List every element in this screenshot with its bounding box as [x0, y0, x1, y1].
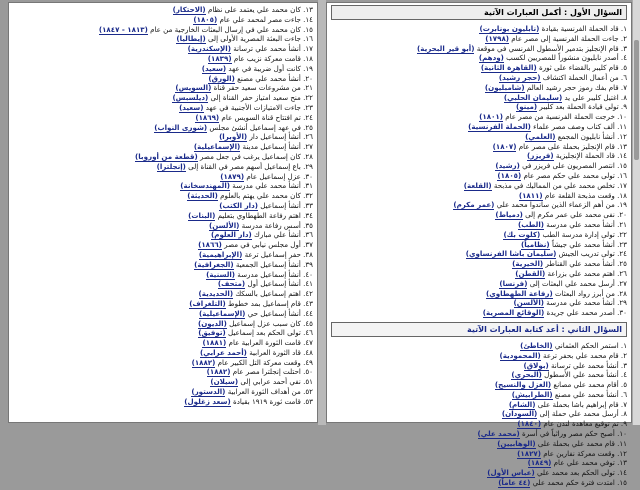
question-text: ٣٤. اهتم رفاعة الطهطاوي بتعليم — [215, 210, 313, 220]
question-text: ٤٦. تولى الحكم بعد إسماعيل — [225, 328, 313, 338]
question-line — [331, 409, 627, 419]
answer-text: (الإسماعيلية) — [199, 308, 246, 318]
question-line — [13, 309, 313, 319]
answer-text: (شورى النواب) — [154, 122, 208, 132]
question-line — [13, 221, 313, 231]
answer-text: (١٨٦٦) — [198, 240, 222, 250]
question-line — [13, 152, 313, 162]
question-text: ٢٨. كان إسماعيل يرغب في جعل مصر — [197, 151, 313, 161]
question-line — [331, 468, 627, 478]
question-text: ٧. قام إبراهيم باشا بحملة على — [535, 399, 627, 409]
question-text: ٣٦. أنشأ علي مبارك — [251, 230, 313, 240]
question-line — [331, 93, 627, 103]
answer-text: (الدستور) — [191, 387, 226, 397]
question-line — [331, 230, 627, 240]
question-text: ١٦. تولى محمد علي حكم مصر عام — [521, 170, 627, 180]
answer-text: (القاهرة الثانية) — [480, 63, 537, 73]
question-text: ٢٥. أنشأ محمد علي القناطر — [543, 259, 627, 269]
vertical-scrollbar[interactable] — [632, 0, 640, 425]
question-text: ١٥. انتصر المصريون على فريزر في — [519, 161, 627, 171]
question-text: ٢٢. منح سعيد امتياز حفر القناة إلى — [208, 93, 313, 103]
question-list-q2 — [327, 339, 631, 490]
question-line — [13, 123, 313, 133]
answer-text: (الوقائع المصرية) — [482, 308, 545, 318]
question-line — [331, 44, 627, 54]
question-line — [331, 122, 627, 132]
question-line — [331, 132, 627, 142]
question-text: ٤٧. قامت الثورة العرابية عام — [226, 338, 313, 348]
question-line — [13, 328, 313, 338]
question-line — [331, 210, 627, 220]
question-text: ١٢. وقعت معركة نفارين عام — [541, 448, 627, 458]
question-text: ٤٣. قام إسماعيل بمد خطوط — [225, 298, 313, 308]
question-text: ٣٧. أول مجلس نيابي في مصر — [221, 240, 313, 250]
question-text: ١٣. كان محمد علي يعتمد على نظام — [205, 5, 313, 14]
answer-text: (الحملة الفرنسية) — [468, 121, 531, 131]
question-line — [331, 289, 627, 299]
question-line — [13, 250, 313, 260]
question-line — [331, 63, 627, 73]
answer-text: (الألسن) — [208, 220, 240, 230]
question-line — [331, 112, 627, 122]
document-page-right[interactable] — [326, 2, 632, 488]
question-text: ١٤. جاءت مصر لمحمد علي عام — [217, 14, 313, 24]
question-line — [13, 132, 313, 142]
answer-text: (الإسكندرية) — [187, 44, 231, 54]
question-text: ٤. أصدر نابليون منشوراً للمصريين لكسب — [503, 53, 627, 63]
answer-text: (سيلان) — [210, 377, 239, 387]
answer-text: (الوهابيين) — [497, 438, 536, 448]
answer-text: (نابليون بونابرت) — [479, 24, 540, 33]
question-line — [13, 34, 313, 44]
question-line — [13, 299, 313, 309]
answer-text: (الألسن) — [513, 298, 545, 308]
question-text: ٢٧. أرسل محمد علي البعثات إلى — [527, 278, 627, 288]
answer-text: (نظامياً) — [521, 239, 550, 249]
question-text: ٢٣. أنشأ محمد علي جيشاً — [549, 239, 627, 249]
answer-text: (١٨٣٩) — [207, 53, 232, 63]
question-line — [331, 161, 627, 171]
question-line — [13, 5, 313, 15]
question-text: ٩. تولى قيادة الحملة بعد كليبر — [537, 102, 627, 112]
question-text: ٢. جاءت الحملة الفرنسية إلى مصر عام — [509, 33, 627, 43]
answer-text: (دمياط) — [495, 210, 523, 220]
question-line — [331, 142, 627, 152]
answer-text: (٤٤ عاماً) — [498, 478, 531, 488]
question-text: ٨. اغتيل كليبر على يد — [562, 92, 627, 102]
question-line — [13, 83, 313, 93]
question-line — [331, 171, 627, 181]
question-text: ٤٤. أنشأ إسماعيل حي — [245, 308, 313, 318]
question-line — [331, 449, 627, 459]
answer-text: (الحديدية) — [198, 289, 234, 299]
question-text: ٥٢. من أهداف الثورة العرابية — [225, 387, 313, 397]
question-line — [13, 230, 313, 240]
question-line — [13, 387, 313, 397]
answer-text: (١٨٠٧) — [492, 141, 517, 151]
question-line — [13, 319, 313, 329]
question-text: ١. قاد الحملة الفرنسية بقيادة — [539, 24, 627, 33]
question-line — [331, 200, 627, 210]
answer-text: (أبو قير البحرية) — [417, 43, 475, 53]
question-line — [331, 341, 627, 351]
question-text: ٢٥. في عهد إسماعيل أنشئ مجلس — [207, 122, 313, 132]
answer-text: (حجر رشيد) — [498, 72, 541, 82]
question-text: ٣. أنشأ محمد علي ترسانة — [548, 360, 627, 370]
answer-text: (١٨١١) — [518, 190, 543, 200]
answer-text: (١٨٨٢) — [206, 367, 231, 377]
question-text: ١٣. قام الإنجليز بحملة على مصر عام — [516, 141, 627, 151]
question-line — [331, 249, 627, 259]
answer-text: (الخيرية) — [512, 259, 544, 269]
question-line — [331, 419, 627, 429]
answer-text: (رفاعة الطهطاوي) — [486, 288, 553, 298]
page-gutter — [318, 0, 326, 425]
question-text: ٢٧. أنشأ إسماعيل مدينة — [240, 142, 313, 152]
question-text: ٢٣. جاءت الامتيازات الأجنبية في عهد — [203, 102, 313, 112]
answer-text: (الشام) — [508, 399, 536, 409]
question-line — [13, 338, 313, 348]
answer-text: (دار الكتب) — [219, 200, 258, 210]
question-line — [13, 54, 313, 64]
question-line — [331, 439, 627, 449]
answer-text: (رشيد) — [495, 161, 520, 171]
answer-text: (السودان) — [501, 409, 538, 419]
question-line — [13, 181, 313, 191]
question-line — [331, 279, 627, 289]
answer-text: (الجغرافية) — [194, 259, 234, 269]
question-text: ١٧. أنشأ محمد علي ترسانة — [230, 44, 313, 54]
answer-text: (التلغراف) — [189, 298, 226, 308]
question-line — [13, 201, 313, 211]
question-text: ٢٤. تم افتتاح قناة السويس عام — [219, 112, 313, 122]
answer-text: (توفيق) — [198, 328, 226, 338]
question-text: ٣٢. كان محمد علي يهتم بالعلوم — [217, 191, 313, 201]
question-line — [13, 64, 313, 74]
section-header-q1: السؤال الأول : أكمل العبارات الآتية — [331, 5, 627, 20]
answer-text: (القلعة) — [463, 180, 492, 190]
question-text: ٣٠. أصدر محمد علي جريدة — [544, 308, 627, 318]
question-line — [331, 34, 627, 44]
question-text: ١٣. توفي محمد علي عام — [551, 458, 627, 468]
document-page-left[interactable] — [8, 2, 318, 423]
answer-text: (ديلسبس) — [172, 93, 209, 103]
answer-text: (الأوبرا) — [219, 132, 248, 142]
question-line — [13, 142, 313, 152]
answer-text: (متحف) — [217, 279, 246, 289]
question-line — [13, 367, 313, 377]
question-text: ٨. أرسل محمد علي حملة إلى — [537, 409, 627, 419]
question-text: ١٤. قاد الحملة الإنجليزية — [553, 151, 627, 161]
answer-text: (العلمي) — [525, 131, 556, 141]
answer-text: (١٨٠٥) — [193, 14, 218, 24]
question-line — [331, 429, 627, 439]
question-text: ٢٩. أنشأ محمد علي مدرسة — [544, 298, 627, 308]
question-line — [331, 259, 627, 269]
question-line — [13, 348, 313, 358]
question-line — [331, 181, 627, 191]
question-line — [13, 44, 313, 54]
question-text: ٥. أقام محمد علي مصانع — [551, 380, 627, 390]
answer-text: (دار العلوم) — [211, 230, 252, 240]
question-line — [331, 151, 627, 161]
answer-text: (الغزل والنسيج) — [494, 380, 552, 390]
answer-text: (ودهم) — [478, 53, 504, 63]
question-text: ٦. أنشأ محمد علي مصنع — [552, 389, 627, 399]
question-text: ١٧. تخلص محمد علي من المماليك في مذبحة — [491, 180, 627, 190]
answer-text: (١٨٠١) — [479, 112, 503, 122]
question-text: ٥٣. قامت ثورة ١٩١٩ بقيادة — [230, 396, 313, 406]
question-text: ٣٩. أنشأ إسماعيل الجمعية — [233, 259, 313, 269]
question-text: ١٥. كان محمد علي في إرسال البعثات الخارجية من عام — [147, 24, 313, 34]
question-text: ٣٠. عزل إسماعيل عام — [244, 171, 313, 181]
answer-text: (أحمد عرابي) — [200, 347, 247, 357]
question-line — [331, 308, 627, 318]
question-line — [13, 162, 313, 172]
question-text: ٣. قام الإنجليز بتدمير الأسطول الفرنسي في موقعة — [474, 43, 627, 53]
question-line — [331, 458, 627, 468]
question-line — [331, 220, 627, 230]
answer-text: (١٨٨٢) — [191, 357, 216, 367]
question-text: ١١. قام محمد علي بحملة على — [535, 438, 627, 448]
question-text: ٣٨. حفر إسماعيل ترعة — [242, 249, 313, 259]
answer-text: (الاحتكار) — [172, 5, 206, 14]
answer-text: (المهندسخانة) — [180, 181, 231, 191]
answer-text: (البنات) — [188, 210, 216, 220]
question-text: ٢٠. نفى محمد علي عمر مكرم إلى — [522, 210, 627, 220]
question-text: ٣٣. أنشأ إسماعيل — [257, 200, 313, 210]
question-line — [331, 24, 627, 34]
question-line — [13, 358, 313, 368]
section-header-q2: السؤال الثاني : أعد كتابة العبارات الآتية — [331, 322, 627, 337]
question-line — [331, 102, 627, 112]
question-text: ٥٠. احتلت إنجلترا مصر عام — [230, 367, 313, 377]
question-text: ٥١. نفي أحمد عرابي إلى — [238, 377, 313, 387]
answer-text: (الطب) — [518, 219, 545, 229]
question-text: ٢٩. باع إسماعيل أسهم مصر في القناة إلى — [185, 161, 313, 171]
question-line — [13, 397, 313, 407]
question-text: ١٤. تولى الحكم بعد محمد علي — [534, 468, 627, 478]
question-text: ١٠. خرجت الحملة الفرنسية من مصر عام — [502, 112, 627, 122]
question-line — [331, 73, 627, 83]
question-text: ٢١. أنشأ محمد علي مدرسة — [544, 219, 627, 229]
question-line — [13, 260, 313, 270]
answer-text: (١٨١٣ - ١٨٤٧) — [98, 24, 148, 34]
answer-text: (١٨٦٩) — [195, 112, 220, 122]
answer-text: (شامبليون) — [484, 82, 525, 92]
question-line — [331, 370, 627, 380]
question-line — [13, 270, 313, 280]
question-line — [331, 380, 627, 390]
question-text: ١١. ألف كتاب وصف مصر علماء — [530, 121, 627, 131]
answer-text: (إيطاليا) — [176, 34, 206, 44]
answer-text: (١٨٤٠) — [517, 419, 542, 429]
question-line — [13, 103, 313, 113]
answer-text: (سعد زغلول) — [184, 396, 231, 406]
answer-text: (الخاطئ) — [520, 340, 553, 350]
question-text: ٢٢. تولى إدارة مدرسة الطب — [540, 229, 627, 239]
answer-text: (الإبراهيمية) — [198, 249, 243, 259]
question-line — [331, 351, 627, 361]
question-line — [13, 211, 313, 221]
question-text: ٣٥. أسس رفاعة مدرسة — [239, 220, 313, 230]
question-text: ٢٦. أنشأ إسماعيل دار — [247, 132, 313, 142]
question-line — [331, 83, 627, 93]
answer-text: (بولاق) — [523, 360, 549, 370]
question-list-continued — [9, 3, 317, 409]
question-text: ١. استمر الحكم العثماني — [552, 340, 627, 350]
answer-text: (سعيد) — [201, 63, 227, 73]
question-text: ٤٥. كان سبب عزل إسماعيل — [226, 318, 313, 328]
question-line — [13, 191, 313, 201]
scrollbar-thumb[interactable] — [634, 40, 639, 160]
question-line — [13, 289, 313, 299]
question-text: ١٠. أصبح حكم مصر وراثياً في أسرة — [519, 429, 627, 439]
answer-text: (١٨٨١) — [202, 338, 227, 348]
question-line — [13, 25, 313, 35]
question-line — [13, 172, 313, 182]
answer-text: (كلوت بك) — [503, 229, 541, 239]
question-text: ٢١. من مشروعات سعيد حفر قناة — [211, 83, 313, 93]
answer-text: (الإسماعيلية) — [193, 142, 241, 152]
question-text: ٢٦. اهتم محمد علي بزراعة — [545, 268, 627, 278]
answer-text: (١٨٠٥) — [497, 170, 522, 180]
question-line — [13, 15, 313, 25]
answer-text: (١٨٧٩) — [220, 171, 245, 181]
question-line — [13, 74, 313, 84]
answer-text: (١٧٩٨) — [485, 33, 510, 43]
question-line — [13, 279, 313, 289]
question-text: ٢. قام محمد علي بحفر ترعة — [540, 350, 627, 360]
question-text: ٤٩. وقعت معركة التل الكبير عام — [215, 357, 313, 367]
answer-text: (عمر مكرم) — [453, 200, 495, 210]
question-text: ٣١. أنشأ محمد علي مدرسة — [230, 181, 313, 191]
answer-text: (سليمان الحلبي) — [503, 92, 563, 102]
question-text: ٧. قام بفك رموز حجر رشيد العالم — [524, 82, 627, 92]
answer-text: (سليمان باشا الفرنساوي) — [465, 249, 557, 259]
answer-text: (عباس الأول) — [487, 468, 535, 478]
question-line — [331, 240, 627, 250]
question-line — [13, 240, 313, 250]
answer-text: (البحري) — [511, 370, 542, 380]
question-line — [331, 390, 627, 400]
question-line — [331, 400, 627, 410]
question-line — [331, 53, 627, 63]
question-text: ١٩. من أهم الزعماء الذين ساندوا محمد علي — [494, 200, 627, 210]
answer-text: (السنية) — [206, 269, 236, 279]
question-line — [13, 113, 313, 123]
answer-text: (الطرابيش) — [511, 389, 553, 399]
question-text: ٤. أنشأ محمد علي الأسطول — [541, 370, 627, 380]
question-line — [331, 478, 627, 488]
answer-text: (الحديثة) — [187, 191, 218, 201]
question-text: ٤٨. قاد الثورة العرابية — [246, 347, 313, 357]
question-text: ١٩. كانت أول ضريبة في عهد — [226, 63, 313, 73]
question-text: ٩. تم توقيع معاهدة لندن عام — [541, 419, 627, 429]
question-text: ١٥. امتدت فترة حكم محمد علي — [530, 478, 627, 488]
answer-text: (القطن) — [515, 268, 546, 278]
question-line — [331, 298, 627, 308]
answer-text: (السويس) — [175, 83, 212, 93]
question-text: ٢٨. من أبرز رواد البعثات — [552, 288, 627, 298]
question-text: ٢٠. أنشأ محمد علي مصنع — [234, 73, 313, 83]
question-list-q1 — [327, 22, 631, 320]
question-text: ٤٠. أنشأ إسماعيل مدرسة — [235, 269, 313, 279]
question-line — [13, 93, 313, 103]
question-text: ١٨. وقعت مذبحة القلعة عام — [542, 190, 627, 200]
answer-text: (فرنسا) — [499, 278, 528, 288]
question-text: ٥. قام كليبر بالقضاء على ثورة — [536, 63, 627, 73]
answer-text: (فريزر) — [526, 151, 554, 161]
question-text: ٢٤. تولى تدريب الجيش — [556, 249, 627, 259]
question-text: ١٨. قامت معركة نزيب عام — [231, 53, 313, 63]
answer-text: (المحمودية) — [499, 350, 541, 360]
answer-text: (قطعة من أوروبا) — [135, 151, 198, 161]
answer-text: (١٨٢٧) — [517, 448, 541, 458]
answer-text: (الورق) — [208, 73, 235, 83]
question-text: ٤١. أنشأ إسماعيل أول — [245, 279, 313, 289]
answer-text: (الديون) — [197, 318, 227, 328]
question-line — [331, 191, 627, 201]
answer-text: (إنجلترا) — [156, 161, 186, 171]
question-text: ١٢. أنشأ نابليون المجمع — [555, 131, 627, 141]
question-line — [13, 377, 313, 387]
question-text: ١٦. جاءت البعثة المصرية الأولى إلى — [205, 34, 313, 44]
question-line — [331, 269, 627, 279]
question-text: ٦. من أعمال الحملة اكتشاف — [540, 72, 627, 82]
question-line — [331, 361, 627, 371]
question-text: ٤٢. اهتم إسماعيل بالسكك — [233, 289, 313, 299]
answer-text: (مينو) — [515, 102, 538, 112]
answer-text: (١٨٤٩) — [527, 458, 552, 468]
answer-text: (سعيد) — [179, 102, 204, 112]
answer-text: (محمد علي) — [477, 429, 520, 439]
